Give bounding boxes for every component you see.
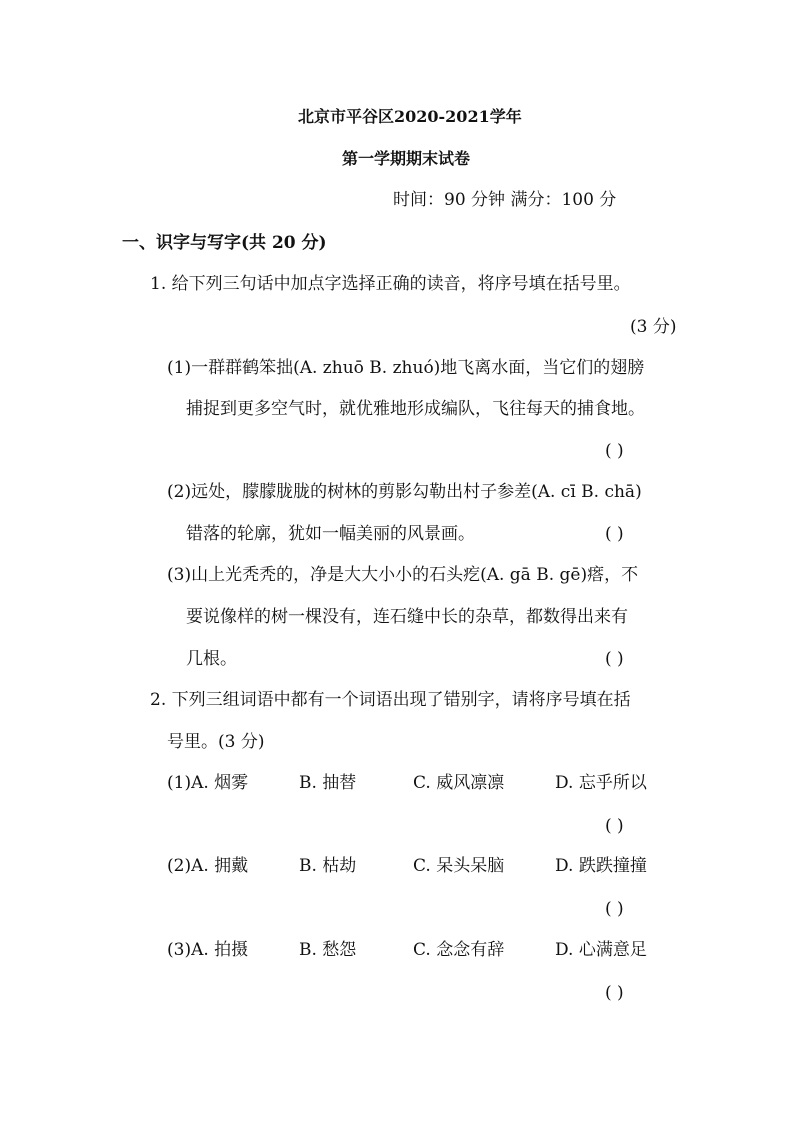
q2-group-2-option-b: B. 枯劫 xyxy=(299,856,357,876)
question-1-stem: 1. 给下列三句话中加点字选择正确的读音，将序号填在括号里。 xyxy=(150,274,631,294)
q2-group-2-option-c: C. 呆头呆脑 xyxy=(413,856,505,876)
q2-group-2-answer-blank[interactable]: ( ) xyxy=(605,899,624,919)
q2-group-1-option-c: C. 威风凛凛 xyxy=(413,773,505,793)
q2-group-3-option-d: D. 心满意足 xyxy=(555,940,647,960)
q2-group-1-option-b: B. 抽替 xyxy=(299,773,357,793)
question-2-stem-line-2: 号里。(3 分) xyxy=(167,732,265,752)
q1-item-3-line-1: (3)山上光秃秃的，净是大大小小的石头疙(A. gā B. gē)瘩，不 xyxy=(167,565,639,585)
exam-subtitle: 第一学期期末试卷 xyxy=(342,149,471,168)
q1-item-2-line-2: 错落的轮廓，犹如一幅美丽的风景画。 xyxy=(186,524,475,544)
q2-group-2-option-a: (2)A. 拥戴 xyxy=(167,856,249,876)
q2-group-3-option-a: (3)A. 拍摄 xyxy=(167,940,249,960)
exam-meta: 时间：90 分钟 满分：100 分 xyxy=(393,190,617,210)
q1-item-1-line-2: 捕捉到更多空气时，就优雅地形成编队，飞往每天的捕食地。 xyxy=(186,399,645,419)
q2-group-1-answer-blank[interactable]: ( ) xyxy=(605,816,624,836)
q1-item-1-line-1: (1)一群群鹤笨拙(A. zhuō B. zhuó)地飞离水面，当它们的翅膀 xyxy=(167,358,645,378)
question-2-stem-line-1: 2. 下列三组词语中都有一个词语出现了错别字，请将序号填在括 xyxy=(150,690,631,710)
question-1-score: (3 分) xyxy=(630,317,677,337)
q2-group-3-answer-blank[interactable]: ( ) xyxy=(605,983,624,1003)
q2-group-1-option-d: D. 忘乎所以 xyxy=(555,773,647,793)
q1-item-3-answer-blank[interactable]: ( ) xyxy=(605,649,624,669)
q2-group-3-option-c: C. 念念有辞 xyxy=(413,940,505,960)
exam-title: 北京市平谷区2020-2021学年 xyxy=(298,107,522,126)
q2-group-2-option-d: D. 跌跌撞撞 xyxy=(555,856,647,876)
q1-item-1-answer-blank[interactable]: ( ) xyxy=(605,441,624,461)
q1-item-2-line-1: (2)远处，朦朦胧胧的树林的剪影勾勒出村子参差(A. cī B. chā) xyxy=(167,482,642,502)
q1-item-2-answer-blank[interactable]: ( ) xyxy=(605,524,624,544)
q2-group-1-option-a: (1)A. 烟雾 xyxy=(167,773,249,793)
q2-group-3-option-b: B. 愁怨 xyxy=(299,940,357,960)
q1-item-3-line-3: 几根。 xyxy=(186,649,237,669)
section-heading: 一、识字与写字(共 20 分) xyxy=(122,233,327,253)
q1-item-3-line-2: 要说像样的树一棵没有，连石缝中长的杂草，都数得出来有 xyxy=(186,607,628,627)
